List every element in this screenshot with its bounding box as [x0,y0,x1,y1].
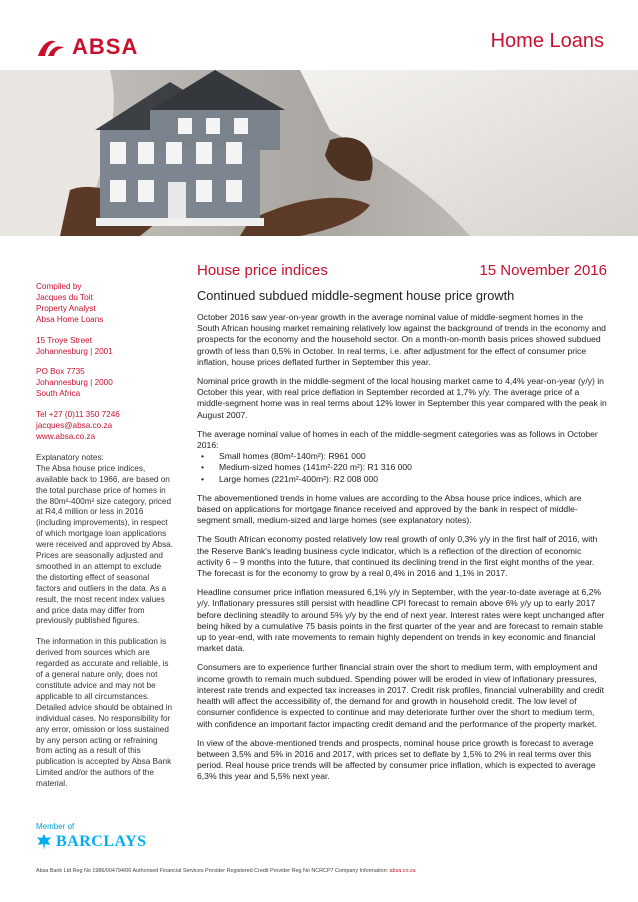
author-role: Property Analyst [36,303,96,313]
house-model-in-hands-photo [0,70,638,236]
paragraph: October 2016 saw year-on-year growth in the average nominal value of middle-segment homes in the South African housing market remaining relatively low against the background of trends in the economy and prospects for the economy and the household sector. On a month-on-month basis prices showed subdued growth of less than 0,5% in October. In real terms, i.e. after adjustment for the effect of consumer price inflation, house prices deflated further in September this year. [197,312,606,367]
price-list [197,451,607,485]
publication-date: 15 November 2016 [479,262,607,279]
footer-text: Absa Bank Ltd Reg No 1986/004794/06 Authorised Financial Services Provider Registered Credit Provider Reg No NCRCP7 Company Information: [36,868,390,874]
absa-logo-text: ABSA [72,34,139,59]
member-of-label: Member of [36,822,75,831]
author-department: Absa Home Loans [36,314,104,324]
po-box-line: PO Box 7735 [36,367,85,377]
article-body [197,312,607,783]
main-content [197,262,607,791]
paragraph: The average nominal value of homes in each of the middle-segment categories was as follows in October 2016: [197,428,598,451]
compiled-by-block [36,282,174,326]
paragraph: Consumers are to experience further financial strain over the short to medium term, with employment and income growth to remain much subdued. Spending power will be eroded in view of inflationary pressures, interest rate trends and expected tax increases in 2017. Credit risk profiles, financial vulnerability and credit health will affect the accessibility of, the demand for and growth in household credit. The low level of consumer confidence is expected to continue and may deteriorate further over the short to medium term, with confidence an important factor impacting credit demand and the performance of the property market. [197,662,604,729]
footer-link[interactable]: absa.co.za [389,868,416,874]
header [0,0,638,70]
contact-block [36,410,174,443]
street-address [36,336,174,358]
hero-image [0,70,638,236]
list-item: • Small homes (80m²-140m²): R961 000 [197,451,607,462]
notes-heading: Explanatory notes: [36,452,104,462]
po-box-line: Johannesburg | 2000 [36,378,113,388]
address-line: 15 Troye Street [36,335,92,345]
list-item: • Medium-sized homes (141m²-220 m²): R1 316 000 [197,462,607,473]
po-box-line: South Africa [36,389,81,399]
website-link[interactable]: www.absa.co.za [36,431,96,441]
absa-logo-icon [36,36,66,58]
paragraph: The South African economy posted relatively low real growth of only 0,3% y/y in the first half of 2016, with the Reserve Bank's leading business cycle indicator, which is a reflection of the direction of economic activity 6 – 9 months into the future, that continued its declining trend in the first eight months of the year. The forecast is for the economy to grow by a real 0,4% in 2016 and 1,1% in 2017. [197,534,598,579]
author-name: Jacques du Toit [36,292,93,302]
paragraph: In view of the above-mentioned trends and prospects, nominal house price growth is forecast to average between 3,5% and 5% in 2016 and 2017, with prices set to deflate by 1,5% to 2% in real terms over this period. Real house price trends will be affected by consumer price inflation, which is expected to average 6,3% this year and 5,5% next year. [197,737,596,782]
paragraph: Headline consumer price inflation measured 6,1% y/y in September, with the year-to-date average at 6,2% y/y. Inflationary pressures still persist with headline CPI forecast to remain above 6% y/y up to early 2017 before declining steadily to around 5% y/y by the end of next year. Interest rates were kept unchanged after being hiked by a cumulative 75 basis points in the first quarter of the year and are forecast to remain stable up to year-end, with rate movements to remain highly dependent on trends in key economic and financial market data. [197,587,605,654]
footer [36,868,616,874]
paragraph: The abovementioned trends in home values are according to the Absa house price indices, which are based on applications for mortgage finance received and approved by the bank in respect of middle-segment small, medium-sized and large homes (see explanatory notes). [197,492,582,526]
phone-number: Tel +27 (0)11 350 7246 [36,410,120,420]
email-link[interactable]: jacques@absa.co.za [36,421,113,431]
barclays-logo [36,833,147,851]
list-item: • Large homes (221m²-400m²): R2 008 000 [197,474,607,485]
disclaimer: The information in this publication is derived from sources which are regarded as accurate and reliable, is of a general nature only, does not constitute advice and may not be applicable to all circumstances. Detailed advice should be obtained in individual cases. No responsibility for any error, omission or loss sustained by any person acting or refraining from acting as a result of this publication is accepted by Absa Bank Limited and/or the authors of the material. [36,637,173,789]
compiled-by-label: Compiled by [36,282,82,291]
page-title: House price indices [197,262,328,279]
notes-text: The Absa house price indices, available back to 1966, are based on the total purchase price of homes in the 80m²-400m² size category, priced at R4,4 million or less in 2016 (including improvements), in respect of which mortgage loan applications were received and approved by Absa. Prices are seasonally adjusted and smoothed in an attempt to exclude the distorting effect of seasonal factors and outliers in the data. As a result, the most recent index values and price data may differ from previously published figures. [36,463,174,626]
address-line: Johannesburg | 2001 [36,346,113,356]
explanatory-notes [36,453,174,628]
absa-logo[interactable] [36,34,138,60]
paragraph: Nominal price growth in the middle-segment of the local housing market came to 4,4% year-on-year (y/y) in October this year, with real price deflation in September recorded at 1,7% y/y. The average price of a middle-segment home was in real terms about 12% lower in September this year compared with the peak in August 2007. [197,376,607,420]
postal-address [36,367,174,400]
title-row [197,262,607,279]
product-title: Home Loans [490,30,604,52]
subtitle: Continued subdued middle-segment house price growth [197,288,515,303]
barclays-text: BARCLAYS [56,833,147,850]
eagle-icon [36,833,52,851]
member-of-barclays [36,822,147,851]
sidebar [36,282,174,800]
